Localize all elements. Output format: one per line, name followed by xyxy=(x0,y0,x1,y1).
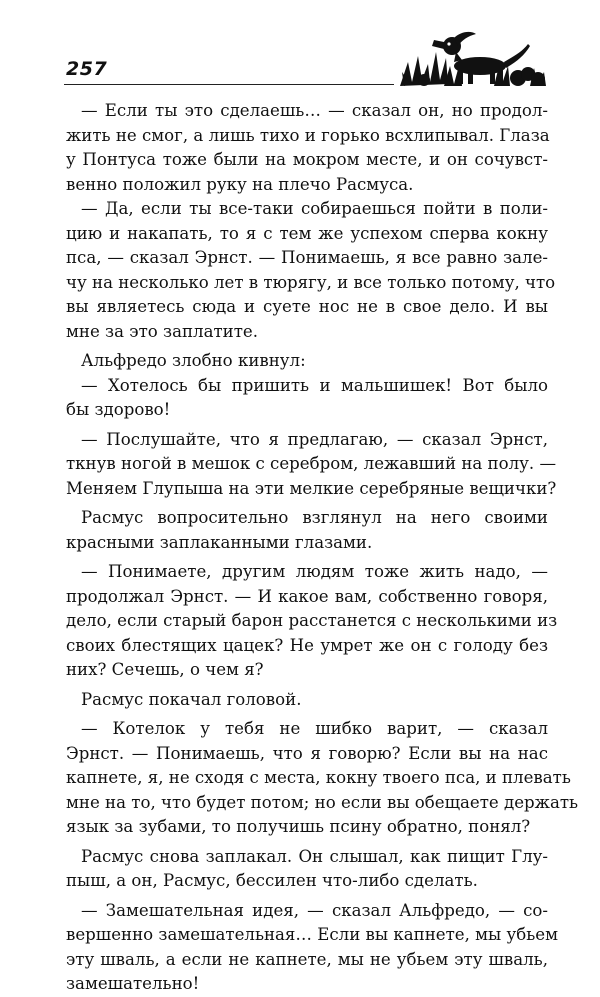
text-line: бы здорово! xyxy=(66,400,171,419)
text-line: чу на несколько лет в тюрягу, и все только потому, что xyxy=(66,272,556,292)
text-line: — Понимаете, другим людям тоже жить надо, — xyxy=(81,562,548,581)
text-line: капнете, я, не сходя с места, кокну твоего пса, и плевать xyxy=(66,768,571,787)
text-line: — Да, если ты все-таки собираешься пойти в поли- xyxy=(81,199,548,218)
paragraph xyxy=(66,560,558,683)
text-line: Эрнст. — Понимаешь, что я говорю? Если вы на нас xyxy=(66,743,548,763)
header-rule xyxy=(64,84,394,85)
text-line: — Хотелось бы пришить и мальшишек! Вот было xyxy=(81,375,548,395)
page-body-text xyxy=(66,99,579,997)
text-line: мне на то, что будет потом; но если вы обещаете держать xyxy=(66,792,579,812)
text-line: — Послушайте, что я предлагаю, — сказал Эрнст, xyxy=(81,429,548,449)
paragraph xyxy=(66,506,548,555)
text-line: — Замешательная идея, — сказал Альфредо, — со- xyxy=(81,900,548,920)
text-line: — Котелок у тебя не шибко варит, — сказал xyxy=(81,719,548,738)
text-line: своих блестящих цацек? Не умрет же он с голоду без xyxy=(66,635,548,655)
text-line: Расмус вопросительно взглянул на него своими xyxy=(81,508,548,527)
paragraph xyxy=(66,374,548,423)
text-line: мне за это заплатите. xyxy=(66,321,258,341)
text-line: замешательно! xyxy=(66,974,200,993)
text-line: красными заплаканными глазами. xyxy=(66,532,373,552)
paragraph xyxy=(66,717,579,840)
paragraph xyxy=(66,99,548,197)
text-line: них? Сечешь, о чем я? xyxy=(66,660,264,679)
text-line: вы являетесь сюда и суете нос не в свое дело. И вы xyxy=(66,297,548,316)
dog-in-grass-icon xyxy=(398,22,548,88)
text-line: язык за зубами, то получишь псину обратно, понял? xyxy=(66,817,531,836)
paragraph xyxy=(66,428,557,502)
text-line: эту шваль, а если не капнете, мы не убьем эту шваль, xyxy=(66,949,548,969)
text-line: Альфредо злобно кивнул: xyxy=(81,351,306,370)
paragraph xyxy=(66,349,548,374)
text-line: Расмус снова заплакал. Он слышал, как пищит Глу- xyxy=(81,846,548,866)
text-line: ткнув ногой в мешок с серебром, лежавший на полу. — xyxy=(66,454,557,473)
text-line: пса, — сказал Эрнст. — Понимаешь, я все равно зале- xyxy=(66,248,548,267)
text-line: у Понтуса тоже были на мокром месте, и он сочувст- xyxy=(66,150,548,169)
text-line: пыш, а он, Расмус, бессилен что-либо сделать. xyxy=(66,871,478,890)
text-line: цию и накапать, то я с тем же успехом сперва кокну xyxy=(66,223,548,243)
paragraph xyxy=(66,845,548,894)
text-line: продолжал Эрнст. — И какое вам, собственно говоря, xyxy=(66,586,548,606)
text-line: — Если ты это сделаешь… — сказал он, но продол- xyxy=(81,101,548,120)
paragraph xyxy=(66,688,548,713)
paragraph xyxy=(66,197,556,344)
text-line: жить не смог, а лишь тихо и горько всхлипывал. Глаза xyxy=(66,125,550,145)
text-line: Расмус покачал головой. xyxy=(81,689,302,709)
text-line: вершенно замешательная… Если вы капнете, мы убьем xyxy=(66,925,559,944)
text-line: венно положил руку на плечо Расмуса. xyxy=(66,174,414,194)
text-line: Меняем Глупыша на эти мелкие серебряные вещички? xyxy=(66,478,557,498)
page-number: 257 xyxy=(66,58,108,80)
text-line: дело, если старый барон расстанется с несколькими из xyxy=(66,611,558,630)
paragraph xyxy=(66,899,559,997)
